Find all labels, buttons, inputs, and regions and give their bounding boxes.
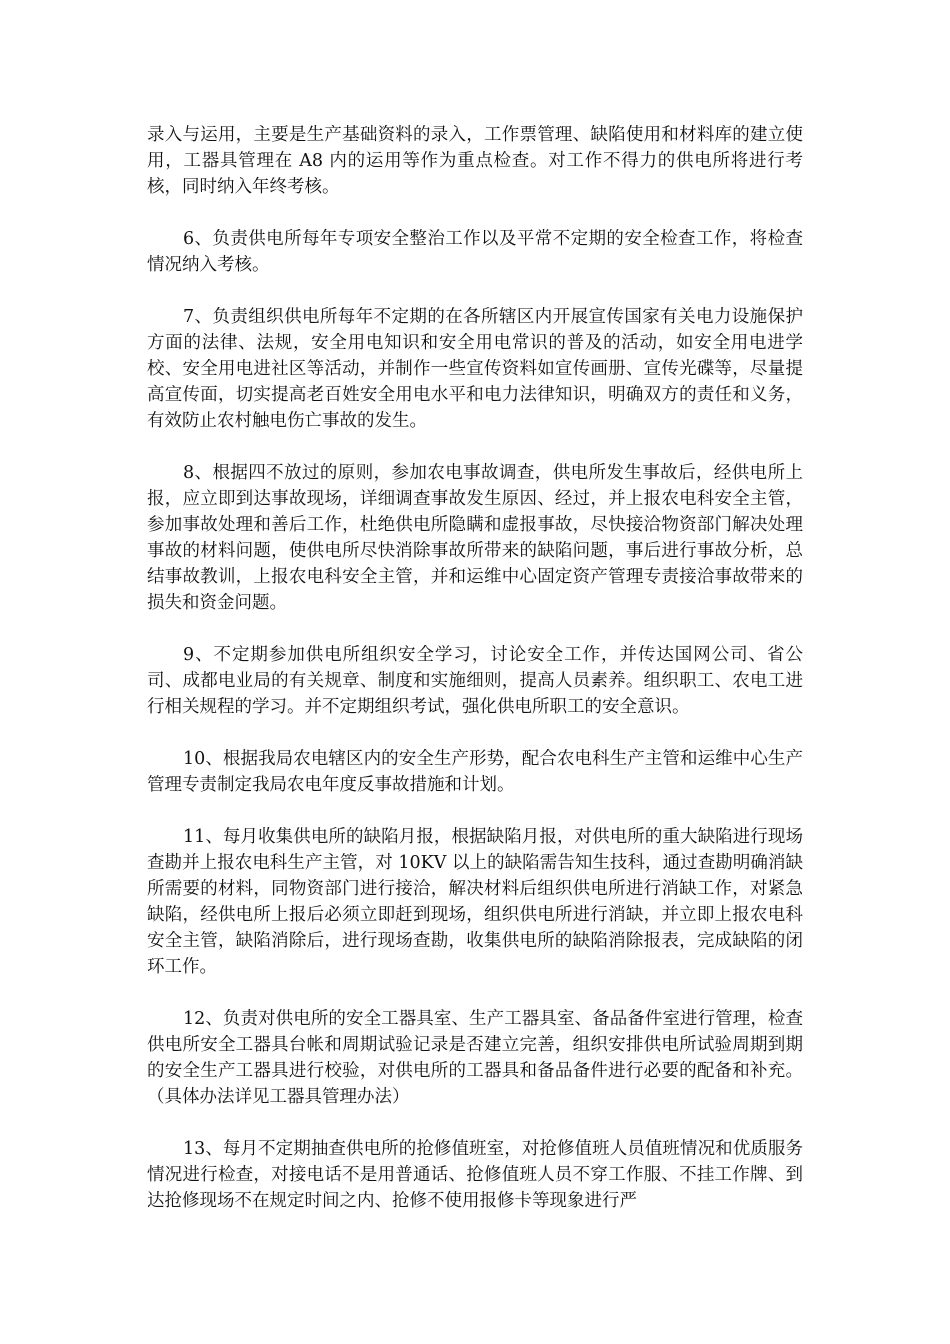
paragraph-item-12: 12、负责对供电所的安全工器具室、生产工器具室、备品备件室进行管理，检查供电所安全工器具台帐和周期试验记录是否建立完善，组织安排供电所试验周期到期的安全生产工器具进行校验，对供电所的工器具和备品备件进行必要的配备和补充。（具体办法详见工器具管理办法） (147, 1009, 803, 1107)
paragraph-item-10: 10、根据我局农电辖区内的安全生产形势，配合农电科生产主管和运维中心生产管理专责制定我局农电年度反事故措施和计划。 (147, 749, 803, 795)
paragraph-item-7: 7、负责组织供电所每年不定期的在各所辖区内开展宣传国家有关电力设施保护方面的法律、法规，安全用电知识和安全用电常识的普及的活动，如安全用电进学校、安全用电进社区等活动，并制作一些宣传资料如宣传画册、宣传光碟等，尽量提高宣传面，切实提高老百姓安全用电水平和电力法律知识，明确双方的责任和义务，有效防止农村触电伤亡事故的发生。 (147, 307, 803, 431)
paragraph-item-13: 13、每月不定期抽查供电所的抢修值班室，对抢修值班人员值班情况和优质服务情况进行检查，对接电话不是用普通话、抢修值班人员不穿工作服、不挂工作牌、到达抢修现场不在规定时间之内、抢修不使用报修卡等现象进行严 (147, 1139, 803, 1211)
paragraph-item-11: 11、每月收集供电所的缺陷月报，根据缺陷月报，对供电所的重大缺陷进行现场查勘并上报农电科生产主管，对 10KV 以上的缺陷需告知生技科，通过查勘明确消缺所需要的材料，同物资部门进行接洽，解决材料后组织供电所进行消缺工作，对紧急缺陷，经供电所上报后必须立即赶到现场，组织供电所进行消缺，并立即上报农电科安全主管，缺陷消除后，进行现场查勘，收集供电所的缺陷消除报表，完成缺陷的闭环工作。 (147, 827, 803, 977)
paragraph-item-8: 8、根据四不放过的原则，参加农电事故调查，供电所发生事故后，经供电所上报，应立即到达事故现场，详细调查事故发生原因、经过，并上报农电科安全主管，参加事故处理和善后工作，杜绝供电所隐瞒和虚报事故，尽快接洽物资部门解决处理事故的材料问题，使供电所尽快消除事故所带来的缺陷问题，事后进行事故分析，总结事故教训，上报农电科安全主管，并和运维中心固定资产管理专责接洽事故带来的损失和资金问题。 (147, 463, 803, 613)
paragraph-item-6: 6、负责供电所每年专项安全整治工作以及平常不定期的安全检查工作，将检查情况纳入考核。 (147, 229, 803, 275)
paragraph-continuation: 录入与运用，主要是生产基础资料的录入，工作票管理、缺陷使用和材料库的建立使用，工器具管理在 A8 内的运用等作为重点检查。对工作不得力的供电所将进行考核，同时纳入年终考核。 (147, 125, 803, 197)
document-body (147, 122, 803, 1240)
paragraph-item-9: 9、不定期参加供电所组织安全学习，讨论安全工作，并传达国网公司、省公司、成都电业局的有关规章、制度和实施细则，提高人员素养。组织职工、农电工进行相关规程的学习。并不定期组织考试，强化供电所职工的安全意识。 (147, 645, 803, 717)
